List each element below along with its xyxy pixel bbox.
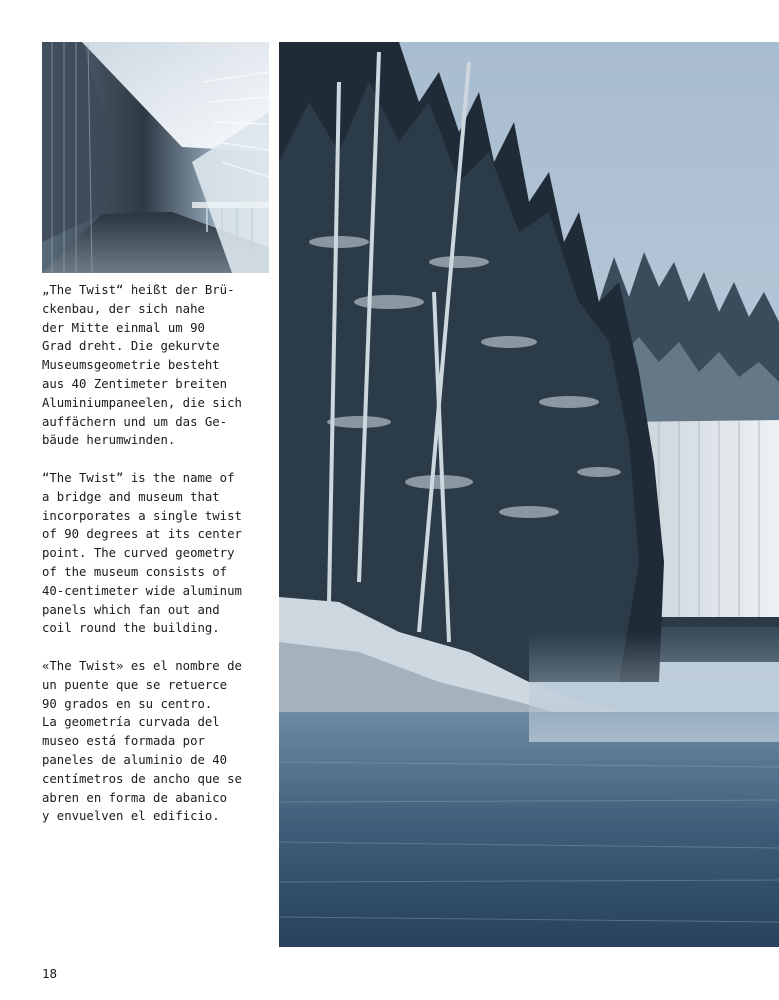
caption-column (42, 281, 274, 845)
caption-spanish: «The Twist» es el nombre de un puente que se retuerce 90 grados en su centro. La geometría curvada del museo está formada por paneles de aluminio de 40 centímetros de ancho que se abren en forma de abanico y envuelven el edificio. (42, 658, 242, 824)
caption-german: „The Twist“ heißt der Brü- ckenbau, der sich nahe der Mitte einmal um 90 Grad dreht. Die gekurvte Museumsgeometrie besteht aus 40 Zentimeter breiten Aluminiumpaneelen, die sich auffächern und um das Ge- bäude herumwinden. (42, 283, 242, 448)
interior-photo (42, 42, 269, 273)
caption-english: “The Twist” is the name of a bridge and museum that incorporates a single twist of 90 degrees at its center point. The curved geometry of the museum consists of 40-centimeter wide aluminum panels which fan out and coil round the building. (42, 470, 242, 636)
landscape-photo-image (279, 42, 779, 947)
page-number: 18 (42, 966, 58, 981)
landscape-photo (279, 42, 779, 947)
interior-photo-image (42, 42, 269, 273)
